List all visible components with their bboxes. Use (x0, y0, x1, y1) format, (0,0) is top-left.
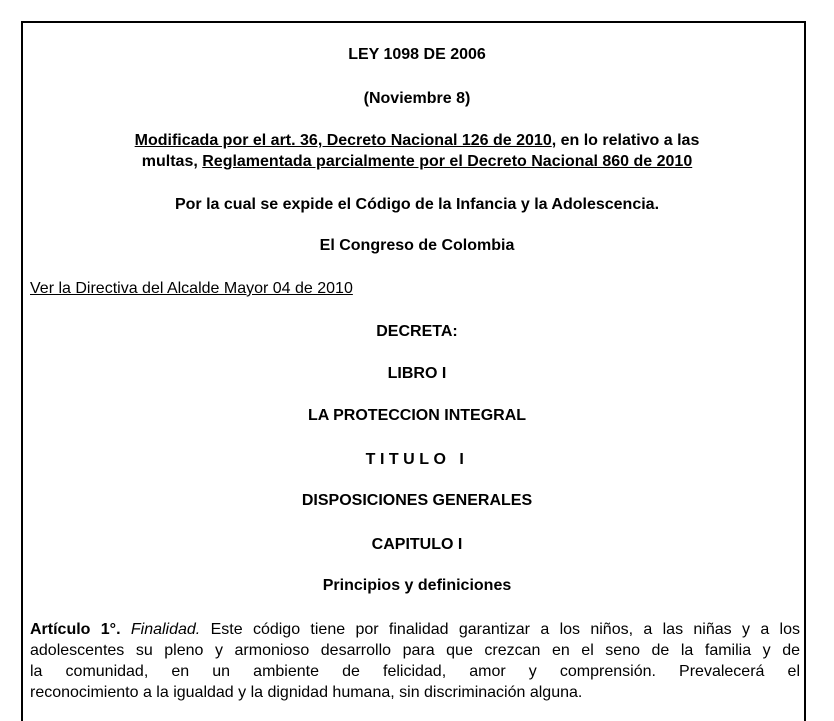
modification-line-1 (0, 131, 834, 151)
issuer: El Congreso de Colombia (319, 237, 515, 254)
decreta-heading: DECRETA: (376, 323, 458, 340)
capitulo-heading: CAPITULO I (371, 536, 463, 553)
titulo-heading: TITULO I (365, 451, 469, 468)
article-label: Artículo 1°. (30, 621, 121, 638)
modification-text-2: multas, (141, 153, 203, 170)
directive-link[interactable]: Ver la Directiva del Alcalde Mayor 04 de 2010 (30, 280, 353, 297)
libro-heading: LIBRO I (387, 365, 447, 382)
article-1-line-1: Artículo 1°. Finalidad. Este código tiene por finalidad garantizar a los niños, a las niñas y a los (30, 621, 801, 638)
modification-line-2 (0, 152, 834, 172)
decree-126-link[interactable]: Modificada por el art. 36, Decreto Nacional 126 de 2010 (134, 132, 552, 149)
capitulo-title: Principios y definiciones (322, 577, 512, 594)
article-1-line-4: reconocimiento a la igualdad y la dignidad humana, sin discriminación alguna. (30, 684, 583, 701)
titulo-title: DISPOSICIONES GENERALES (301, 492, 533, 509)
article-1-paragraph (30, 619, 800, 703)
decree-860-link[interactable]: Reglamentada parcialmente por el Decreto Nacional 860 de 2010 (202, 153, 693, 170)
modification-text-1: , en lo relativo a las (551, 132, 700, 149)
law-date: (Noviembre 8) (363, 90, 471, 107)
law-title: LEY 1098 DE 2006 (348, 46, 486, 63)
libro-title: LA PROTECCION INTEGRAL (307, 407, 527, 424)
article-name: Finalidad. (130, 621, 201, 638)
article-1-line-3: la comunidad, en un ambiente de felicidad, amor y comprensión. Prevalecerá el (30, 663, 800, 680)
law-subject: Por la cual se expide el Código de la Infancia y la Adolescencia. (174, 196, 660, 213)
article-1-line-2: adolescentes su pleno y armonioso desarrollo para que crezcan en el seno de la familia y de (30, 642, 800, 659)
